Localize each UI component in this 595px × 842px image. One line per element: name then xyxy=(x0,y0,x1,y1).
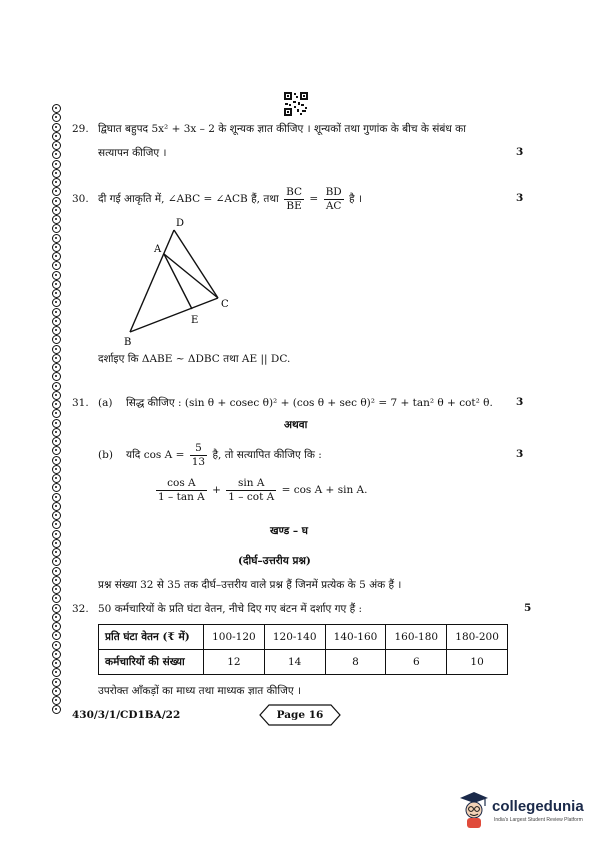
wage-distribution-table xyxy=(98,624,508,675)
section-instruction: प्रश्न संख्या 32 से 35 तक दीर्घ–उत्तरीय वाले प्रश्न हैं जिनमें प्रत्येक के 5 अंक हैं । xyxy=(98,579,402,591)
q31-or: अथवा xyxy=(284,419,308,431)
row-head-employees: कर्मचारियों की संख्या xyxy=(99,650,204,675)
q29-marks: 3 xyxy=(516,146,524,158)
row-head-wage: प्रति घंटा वेतन (₹ में) xyxy=(99,625,204,650)
table-row xyxy=(99,650,508,675)
q31b-eq-f2-numerator: sin A xyxy=(226,477,276,491)
margin-ring xyxy=(52,160,61,169)
q31a-label: (a) xyxy=(98,397,113,409)
margin-ring xyxy=(52,576,61,585)
line-ac xyxy=(164,254,218,298)
margin-ring xyxy=(52,502,61,511)
table-cell: 14 xyxy=(264,650,325,675)
q30-text-after: है । xyxy=(349,193,362,205)
margin-ring xyxy=(52,132,61,141)
margin-ring xyxy=(52,650,61,659)
q31b-eq-rhs: = cos A + sin A. xyxy=(281,484,368,496)
table-cell: 120-140 xyxy=(264,625,325,650)
margin-ring xyxy=(52,308,61,317)
margin-ring xyxy=(52,419,61,428)
q31b-frac-numerator: 5 xyxy=(190,442,207,456)
margin-ring xyxy=(52,169,61,178)
q31b-frac-denominator: 13 xyxy=(191,455,206,468)
margin-ring xyxy=(52,187,61,196)
label-a: A xyxy=(154,244,162,255)
q31-number: 31. xyxy=(72,397,89,409)
margin-ring xyxy=(52,594,61,603)
q31b-marks: 3 xyxy=(516,448,524,460)
margin-ring xyxy=(52,298,61,307)
margin-ring xyxy=(52,326,61,335)
margin-ring xyxy=(52,613,61,622)
q30-frac2-denominator: AC xyxy=(325,199,342,212)
margin-ring xyxy=(52,530,61,539)
q30-marks: 3 xyxy=(516,192,524,204)
student-mascot-icon xyxy=(458,790,490,830)
margin-ring xyxy=(52,224,61,233)
margin-ring xyxy=(52,400,61,409)
margin-ring xyxy=(52,178,61,187)
margin-ring xyxy=(52,604,61,613)
line-ae xyxy=(164,254,192,309)
page-number: Page 16 xyxy=(276,709,324,721)
table-cell: 140-160 xyxy=(325,625,386,650)
margin-ring xyxy=(52,234,61,243)
q30-frac1-numerator: BC xyxy=(286,185,303,198)
brand-tagline: India's Largest Student Review Platform xyxy=(494,817,583,823)
q32-marks: 5 xyxy=(524,602,532,614)
line-db xyxy=(130,230,174,332)
section-title: खण्ड – घ xyxy=(270,525,308,537)
margin-ring xyxy=(52,113,61,122)
margin-ring xyxy=(52,659,61,668)
section-subtitle: (दीर्घ–उत्तरीय प्रश्न) xyxy=(238,555,311,567)
margin-ring xyxy=(52,123,61,132)
margin-ring xyxy=(52,678,61,687)
q31b-label: (b) xyxy=(98,449,113,461)
table-cell: 100-120 xyxy=(204,625,265,650)
margin-ring xyxy=(52,261,61,270)
q31b-eq-f2-denominator: 1 – cot A xyxy=(228,490,275,503)
q30-text-before: दी गई आकृति में, ∠ABC = ∠ACB हैं, तथा xyxy=(98,193,279,205)
q30-fraction-bc-be xyxy=(284,186,304,213)
qr-code xyxy=(284,92,308,116)
margin-ring xyxy=(52,289,61,298)
q32-number: 32. xyxy=(72,603,89,615)
table-row xyxy=(99,625,508,650)
margin-ring xyxy=(52,372,61,381)
triangle-figure xyxy=(118,212,238,348)
q31b-equation xyxy=(154,470,367,510)
margin-ring xyxy=(52,391,61,400)
q31b-eq-fraction1 xyxy=(156,477,207,504)
q31b-eq-f1-numerator: cos A xyxy=(156,477,207,491)
q31b-fraction xyxy=(190,442,207,469)
margin-ring xyxy=(52,271,61,280)
margin-ring xyxy=(52,104,61,113)
margin-ring xyxy=(52,150,61,159)
margin-ring xyxy=(52,345,61,354)
margin-ring xyxy=(52,215,61,224)
q29-text-line2: सत्यापन कीजिए । xyxy=(98,147,167,159)
q31b-eq-f1-denominator: 1 – tan A xyxy=(158,490,205,503)
q31a-marks: 3 xyxy=(516,396,524,408)
margin-ring xyxy=(52,465,61,474)
margin-ring xyxy=(52,557,61,566)
q30-number: 30. xyxy=(72,193,89,205)
margin-ring xyxy=(52,335,61,344)
q32-text: 50 कर्मचारियों के प्रति घंटा वेतन, नीचे दिए गए बंटन में दर्शाए गए हैं : xyxy=(98,603,363,615)
margin-ring xyxy=(52,409,61,418)
margin-ring xyxy=(52,474,61,483)
label-c: C xyxy=(221,299,229,310)
margin-ring xyxy=(52,687,61,696)
margin-ring xyxy=(52,511,61,520)
q31b-text1: यदि cos A = xyxy=(126,449,185,461)
q29-text-line1: द्विघात बहुपद 5x² + 3x – 2 के शून्यक ज्ञात कीजिए । शून्यकों तथा गुणांक के बीच के संबंध का xyxy=(98,123,466,135)
table-cell: 10 xyxy=(447,650,508,675)
q30-fraction-bd-ac xyxy=(324,186,344,213)
margin-ring xyxy=(52,696,61,705)
margin-ring xyxy=(52,567,61,576)
margin-ring xyxy=(52,243,61,252)
q30-frac1-denominator: BE xyxy=(286,199,302,212)
q31b-eq-plus: + xyxy=(212,484,221,496)
margin-ring xyxy=(52,548,61,557)
q31b-statement xyxy=(126,436,322,474)
table-cell: 6 xyxy=(386,650,447,675)
label-d: D xyxy=(176,218,185,229)
q31b-text2: है, तो सत्यापित कीजिए कि : xyxy=(212,449,322,461)
margin-ring xyxy=(52,446,61,455)
margin-ring xyxy=(52,280,61,289)
label-b: B xyxy=(124,337,132,348)
margin-ring xyxy=(52,354,61,363)
table-cell: 12 xyxy=(204,650,265,675)
margin-ring xyxy=(52,520,61,529)
label-e: E xyxy=(191,315,199,326)
margin-ring xyxy=(52,641,61,650)
paper-code: 430/3/1/CD1BA/22 xyxy=(72,709,181,721)
q31b-eq-fraction2 xyxy=(226,477,276,504)
q30-frac2-numerator: BD xyxy=(325,185,342,198)
q30-equals: = xyxy=(309,193,319,205)
q30-conclusion: दर्शाइए कि ΔABE ~ ΔDBC तथा AE || DC. xyxy=(98,353,291,365)
q32-closing: उपरोक्त आँकड़ों का माध्य तथा माध्यक ज्ञात कीजिए । xyxy=(98,685,302,697)
margin-ring xyxy=(52,252,61,261)
margin-ring xyxy=(52,363,61,372)
margin-ring xyxy=(52,539,61,548)
margin-ring xyxy=(52,428,61,437)
margin-ring xyxy=(52,622,61,631)
margin-ring xyxy=(52,668,61,677)
margin-ring-strip xyxy=(52,104,64,724)
margin-ring xyxy=(52,317,61,326)
margin-ring xyxy=(52,631,61,640)
margin-ring xyxy=(52,456,61,465)
q29-number: 29. xyxy=(72,123,89,135)
margin-ring xyxy=(52,141,61,150)
table-cell: 180-200 xyxy=(447,625,508,650)
margin-ring xyxy=(52,493,61,502)
margin-ring xyxy=(52,437,61,446)
table-cell: 8 xyxy=(325,650,386,675)
margin-ring xyxy=(52,197,61,206)
margin-ring xyxy=(52,206,61,215)
q31a-text: सिद्ध कीजिए : (sin θ + cosec θ)² + (cos θ + sec θ)² = 7 + tan² θ + cot² θ. xyxy=(126,397,493,409)
brand-name: collegedunia xyxy=(492,798,584,815)
margin-ring xyxy=(52,585,61,594)
margin-ring xyxy=(52,483,61,492)
table-cell: 160-180 xyxy=(386,625,447,650)
margin-ring xyxy=(52,382,61,391)
margin-ring xyxy=(52,705,61,714)
